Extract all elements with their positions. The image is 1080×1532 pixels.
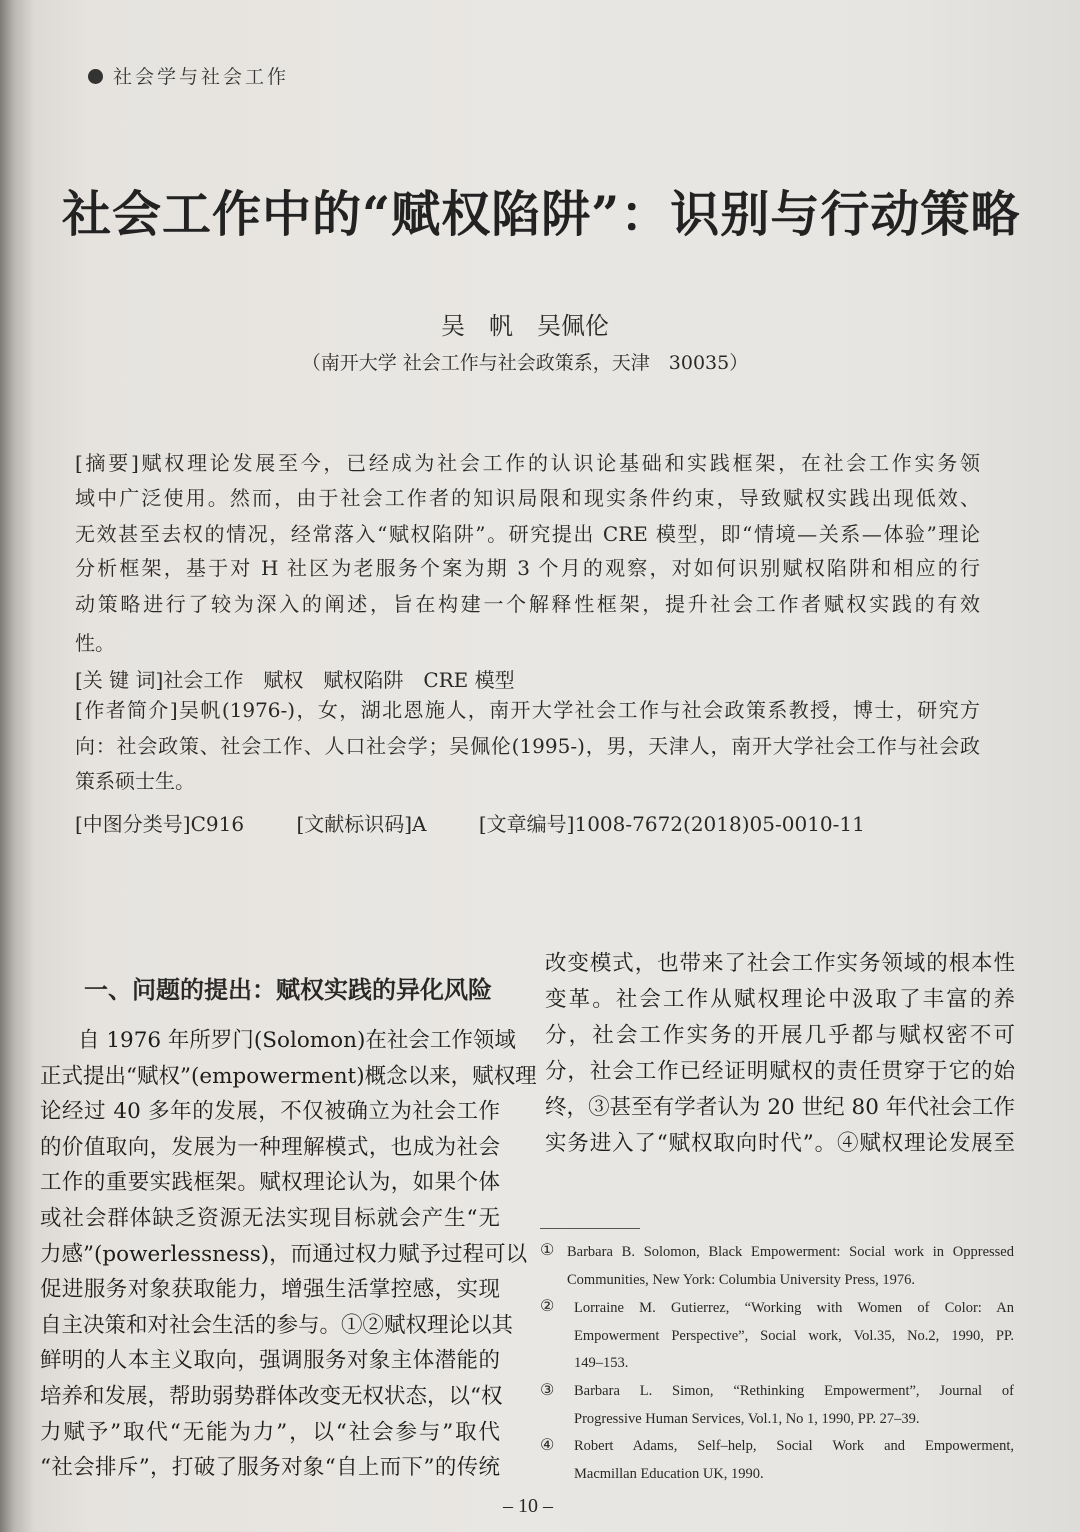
body-line: 论经过 40 多年的发展，不仅被确立为社会工作 — [40, 1099, 500, 1124]
footnote-line: Empowerment Perspective”, Social work, Vol.35, No.2, 1990, PP. — [574, 1328, 1014, 1344]
clc-number: [中图分类号]C916 — [75, 812, 245, 836]
body-line: 正式提出“赋权”(empowerment)概念以来，赋权理 — [40, 1064, 537, 1089]
footnote-line: Barbara L. Simon, “Rethinking Empowerment”, Journal of — [574, 1383, 1014, 1399]
abstract-line: 无效甚至去权的情况，经常落入“赋权陷阱”。研究提出 CRE 模型，即“情境—关系—体验”理论 — [75, 522, 980, 546]
body-line: 工作的重要实践框架。赋权理论认为，如果个体 — [40, 1170, 500, 1195]
body-line: 终，③甚至有学者认为 20 世纪 80 年代社会工作 — [545, 1095, 1015, 1120]
footnote-line: Progressive Human Services, Vol.1, No 1, 1990, PP. 27–39. — [574, 1411, 920, 1427]
body-line: 自 1976 年所罗门(Solomon)在社会工作领域 — [78, 1028, 516, 1053]
footnote-marker: ② — [540, 1296, 555, 1315]
article-authors: 吴 帆 吴佩伦 — [441, 312, 609, 340]
footnote-marker: ③ — [540, 1380, 555, 1399]
footnote-marker: ① — [540, 1240, 555, 1259]
footnote-line: 149–153. — [574, 1355, 629, 1371]
author-affiliation: （南开大学 社会工作与社会政策系，天津 30035） — [301, 352, 749, 374]
author-intro-line: 向：社会政策、社会工作、人口社会学；吴佩伦(1995-)，男，天津人，南开大学社会工作与社会政 — [75, 734, 980, 758]
body-line: 培养和发展，帮助弱势群体改变无权状态，以“权 — [40, 1384, 503, 1409]
body-line: 鲜明的人本主义取向，强调服务对象主体潜能的 — [40, 1348, 500, 1373]
body-line: 自主决策和对社会生活的参与。①②赋权理论以其 — [40, 1313, 514, 1338]
article-number: [文章编号]1008-7672(2018)05-0010-11 — [478, 812, 865, 836]
footnote-line: Barbara B. Solomon, Black Empowerment: Social work in Oppressed — [567, 1244, 1014, 1260]
footnote-line: Lorraine M. Gutierrez, “Working with Women of Color: An — [574, 1300, 1014, 1316]
footnote-line: Robert Adams, Self–help, Social Work and Empowerment, — [574, 1438, 1014, 1454]
abstract-line: 动策略进行了较为深入的阐述，旨在构建一个解释性框架，提升社会工作者赋权实践的有效 — [75, 592, 980, 616]
abstract-line: 性。 — [75, 631, 115, 655]
author-intro-line: [作者简介]吴帆(1976-)，女，湖北恩施人，南开大学社会工作与社会政策系教授，博士，研究方 — [75, 698, 980, 722]
body-line: 变革。社会工作从赋权理论中汲取了丰富的养 — [545, 987, 1015, 1012]
abstract-line: 域中广泛使用。然而，由于社会工作者的知识局限和现实条件约束，导致赋权实践出现低效、 — [75, 486, 980, 510]
article-title: 社会工作中的“赋权陷阱”：识别与行动策略 — [62, 185, 1021, 243]
body-line: 分，社会工作已经证明赋权的责任贯穿于它的始 — [545, 1059, 1015, 1084]
footnote-line: Communities, New York: Columbia University Press, 1976. — [567, 1272, 916, 1288]
section-tag — [88, 62, 289, 89]
bullet-icon — [88, 69, 103, 84]
footnote-divider — [540, 1228, 640, 1229]
keywords: [关 键 词]社会工作 赋权 赋权陷阱 CRE 模型 — [75, 668, 515, 692]
body-line: “社会排斥”，打破了服务对象“自上而下”的传统 — [40, 1455, 500, 1480]
abstract-line: 分析框架，基于对 H 社区为老服务个案为期 3 个月的观察，对如何识别赋权陷阱和相应的行 — [75, 556, 980, 580]
author-intro-line: 策系硕士生。 — [75, 769, 195, 793]
body-line: 实务进入了“赋权取向时代”。④赋权理论发展至 — [545, 1131, 1015, 1156]
page-number: – 10 – — [503, 1495, 553, 1517]
body-line: 或社会群体缺乏资源无法实现目标就会产生“无 — [40, 1206, 500, 1231]
document-code: [文献标识码]A — [296, 812, 427, 836]
abstract-line: [摘要]赋权理论发展至今，已经成为社会工作的认识论基础和实践框架，在社会工作实务领 — [75, 451, 980, 475]
section-tag-label: 社会学与社会工作 — [113, 66, 290, 88]
footnote-line: Macmillan Education UK, 1990. — [574, 1466, 764, 1482]
body-line: 分，社会工作实务的开展几乎都与赋权密不可 — [545, 1023, 1015, 1048]
body-line: 的价值取向，发展为一种理解模式，也成为社会 — [40, 1135, 500, 1160]
body-line: 力感”(powerlessness)，而通过权力赋予过程可以 — [40, 1242, 528, 1267]
body-line: 力赋予”取代“无能为力”，以“社会参与”取代 — [40, 1420, 500, 1445]
section-heading: 一、问题的提出：赋权实践的异化风险 — [84, 975, 492, 1004]
article-meta — [75, 808, 911, 837]
body-line: 促进服务对象获取能力，增强生活掌控感，实现 — [40, 1277, 500, 1302]
body-line: 改变模式，也带来了社会工作实务领域的根本性 — [545, 951, 1015, 976]
footnote-marker: ④ — [540, 1435, 555, 1454]
